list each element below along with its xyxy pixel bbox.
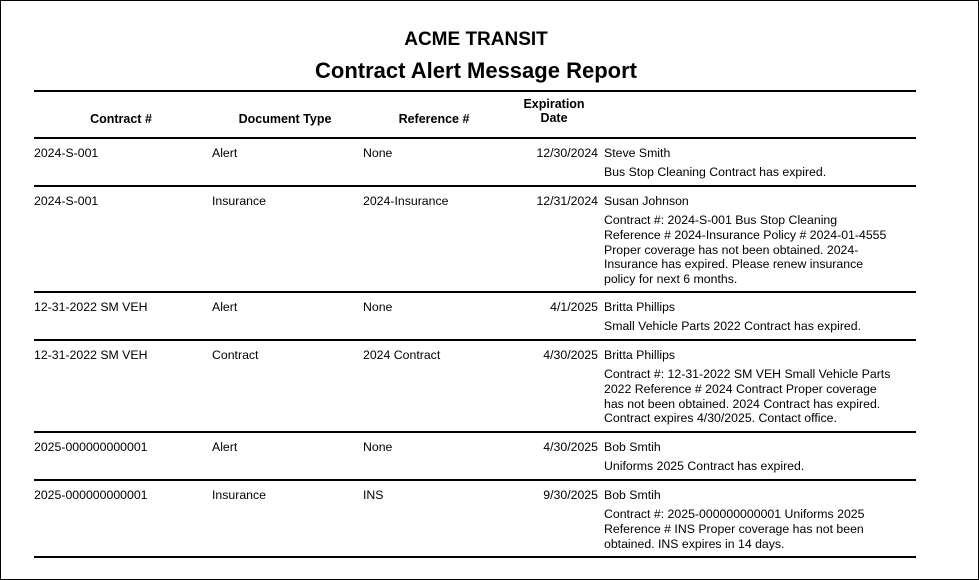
reference-number: None (363, 300, 393, 314)
column-header-contract: Contract # (90, 112, 152, 126)
document-type: Insurance (212, 194, 267, 208)
header-top-rule (34, 90, 916, 92)
row-separator (34, 339, 916, 341)
reference-number: None (363, 440, 393, 454)
contract-number: 2025-000000000001 (34, 488, 148, 502)
expiration-date: 9/30/2025 (543, 488, 598, 502)
expiration-date: 12/30/2024 (536, 146, 598, 160)
contact-name: Susan Johnson (604, 194, 689, 208)
alert-message: Contract #: 12-31-2022 SM VEH Small Vehicle Parts 2022 Reference # 2024 Contract Proper coverage has not been obtained. 2024 Contract has expired. Contract expires 4/30/2025. Contact office. (604, 367, 891, 426)
expiration-date: 4/30/2025 (543, 348, 598, 362)
reference-number: INS (363, 488, 384, 502)
contract-number: 2024-S-001 (34, 194, 99, 208)
expiration-date: 4/1/2025 (550, 300, 598, 314)
alert-message: Small Vehicle Parts 2022 Contract has expired. (604, 319, 862, 333)
expiration-date: 12/31/2024 (536, 194, 598, 208)
contract-number: 12-31-2022 SM VEH (34, 348, 148, 362)
contract-number: 2025-000000000001 (34, 440, 148, 454)
row-separator (34, 185, 916, 187)
reference-number: 2024 Contract (363, 348, 441, 362)
company-name: ACME TRANSIT (404, 29, 548, 50)
document-type: Contract (212, 348, 259, 362)
alert-message: Contract #: 2025-000000000001 Uniforms 2025 Reference # INS Proper coverage has not been obtained. INS expires in 14 days. (604, 507, 865, 551)
row-separator (34, 431, 916, 433)
alert-message: Uniforms 2025 Contract has expired. (604, 459, 805, 473)
table-bottom-rule (34, 556, 916, 558)
expiration-date: 4/30/2025 (543, 440, 598, 454)
header-bottom-rule (34, 137, 916, 139)
contact-name: Bob Smtih (604, 488, 661, 502)
document-type: Insurance (212, 488, 267, 502)
column-header-expiration-line1: Expiration (523, 97, 585, 111)
report-title: Contract Alert Message Report (315, 58, 637, 83)
row-separator (34, 291, 916, 293)
column-header-expiration-line2: Date (540, 111, 568, 125)
row-separator (34, 479, 916, 481)
document-type: Alert (212, 300, 238, 314)
reference-number: 2024-Insurance (363, 194, 449, 208)
column-header-expiration (504, 97, 604, 125)
alert-message: Bus Stop Cleaning Contract has expired. (604, 165, 827, 179)
reference-number: None (363, 146, 393, 160)
contact-name: Bob Smtih (604, 440, 661, 454)
document-type: Alert (212, 440, 238, 454)
contract-number: 2024-S-001 (34, 146, 99, 160)
contact-name: Steve Smith (604, 146, 671, 160)
contract-number: 12-31-2022 SM VEH (34, 300, 148, 314)
alert-message: Contract #: 2024-S-001 Bus Stop Cleaning Reference # 2024-Insurance Policy # 2024-01-4555 Proper coverage has not been obtained. 2024- Insurance has expired. Please renew insurance policy for next 6 months. (604, 213, 887, 287)
contact-name: Britta Phillips (604, 348, 676, 362)
column-header-document-type: Document Type (238, 112, 332, 126)
document-type: Alert (212, 146, 238, 160)
contact-name: Britta Phillips (604, 300, 676, 314)
column-header-reference: Reference # (398, 112, 470, 126)
